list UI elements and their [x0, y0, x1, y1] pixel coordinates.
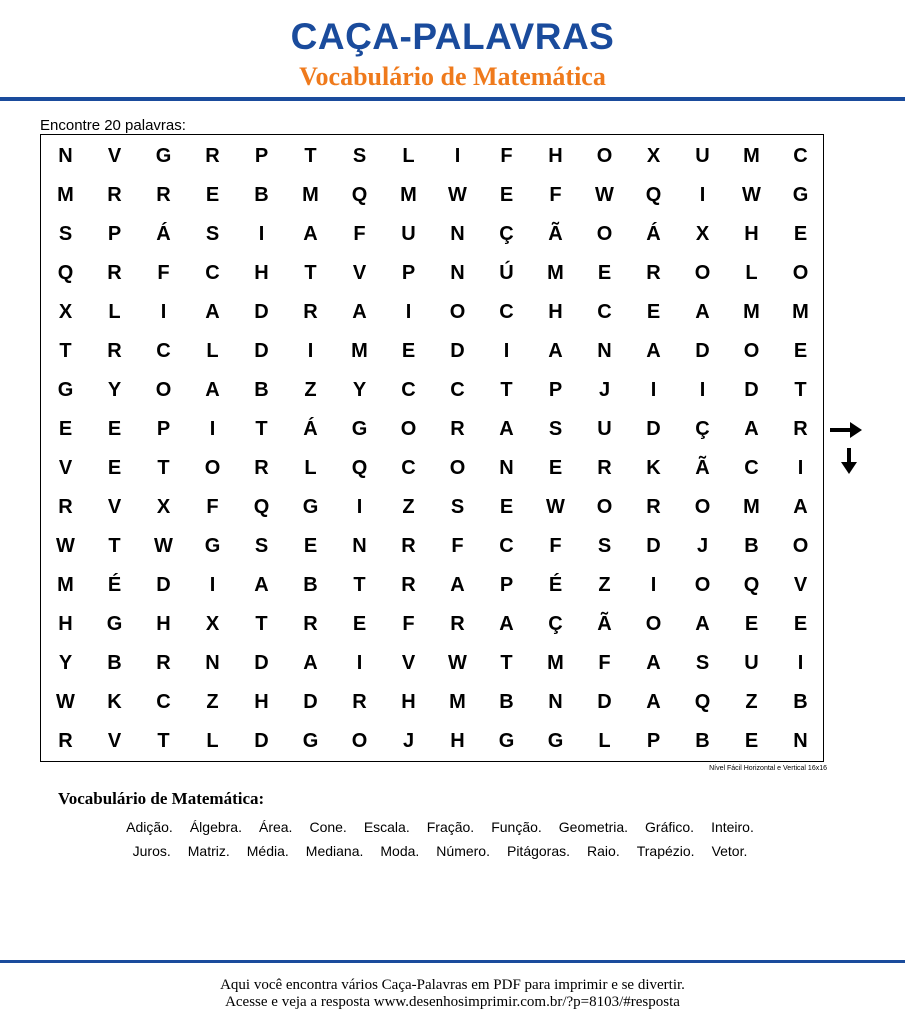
grid-letter: P	[401, 262, 416, 284]
grid-letter: R	[597, 457, 612, 479]
grid-letter: R	[58, 730, 73, 752]
word-item: Raio.	[587, 843, 620, 859]
grid-letter: U	[597, 418, 612, 440]
grid-letter: T	[255, 613, 268, 635]
grid-letter: N	[548, 691, 563, 713]
grid-letter: E	[205, 184, 220, 206]
grid-letter: I	[307, 340, 314, 362]
grid-letter: T	[157, 730, 170, 752]
grid-letter: T	[59, 340, 72, 362]
word-item: Média.	[246, 843, 289, 859]
footer-text: Aqui você encontra vários Caça-Palavras em PDF para imprimir e se divertir.	[220, 977, 685, 993]
grid-letter: O	[596, 145, 613, 167]
grid-letter: D	[450, 340, 465, 362]
grid-letter: C	[450, 379, 465, 401]
grid-letter: E	[646, 301, 661, 323]
grid-letter: G	[498, 730, 515, 752]
grid-letter: E	[303, 535, 318, 557]
grid-letter: F	[206, 496, 219, 518]
grid-letter: A	[548, 340, 563, 362]
grid-letter: X	[695, 223, 710, 245]
grid-letter: A	[499, 418, 514, 440]
grid-letter: A	[450, 574, 465, 596]
grid-letter: R	[352, 691, 367, 713]
grid-letter: T	[500, 379, 513, 401]
grid-letter: N	[58, 145, 73, 167]
grid-letter: V	[401, 652, 416, 674]
grid-letter: R	[205, 145, 220, 167]
grid-letter: R	[303, 301, 318, 323]
grid-letter: I	[356, 652, 363, 674]
grid-letter: A	[205, 379, 220, 401]
grid-letter: V	[352, 262, 367, 284]
grid-letter: R	[303, 613, 318, 635]
grid-letter: G	[106, 613, 123, 635]
grid-letter: Á	[303, 418, 318, 440]
grid-letter: T	[304, 145, 317, 167]
grid-letter: R	[107, 184, 122, 206]
word-search-grid	[40, 134, 824, 762]
grid-letter: P	[254, 145, 269, 167]
grid-letter: O	[694, 262, 711, 284]
grid-letter: U	[744, 652, 759, 674]
grid-letter: E	[793, 613, 808, 635]
grid-letter: H	[548, 301, 563, 323]
grid-letter: L	[206, 730, 219, 752]
grid-letter: É	[107, 574, 122, 596]
grid-letter: O	[743, 340, 760, 362]
grid-letter: I	[454, 145, 461, 167]
grid-letter: E	[352, 613, 367, 635]
grid-letter: I	[650, 379, 657, 401]
grid-letter: J	[598, 379, 611, 401]
grid-letter: O	[792, 535, 809, 557]
word-item: Inteiro.	[711, 819, 754, 835]
word-item: Pitágoras.	[506, 843, 571, 859]
grid-letter: V	[793, 574, 808, 596]
grid-letter: I	[356, 496, 363, 518]
grid-letter: N	[499, 457, 514, 479]
level-label: Nível Fácil Horizontal e Vertical 16x16	[709, 765, 827, 772]
grid-letter: R	[793, 418, 808, 440]
grid-letter: C	[156, 340, 171, 362]
word-item: Vetor.	[711, 843, 748, 859]
grid-letter: U	[695, 145, 710, 167]
grid-letter: I	[209, 574, 216, 596]
grid-letter: N	[597, 340, 612, 362]
grid-letter: Q	[351, 184, 368, 206]
grid-letter: B	[254, 379, 269, 401]
grid-letter: I	[797, 652, 804, 674]
grid-letter: C	[744, 457, 759, 479]
grid-letter: I	[160, 301, 167, 323]
grid-letter: R	[450, 613, 465, 635]
grid-letter: A	[205, 301, 220, 323]
grid-letter: H	[450, 730, 465, 752]
grid-letter: S	[254, 535, 269, 557]
grid-letter: R	[156, 652, 171, 674]
grid-letter: Q	[351, 457, 368, 479]
grid-letter: I	[209, 418, 216, 440]
grid-letter: G	[155, 145, 172, 167]
grid-letter: N	[205, 652, 220, 674]
word-item: Geometria.	[558, 819, 629, 835]
arrow-down-icon	[839, 447, 859, 475]
grid-letter: Z	[304, 379, 317, 401]
grid-letter: Ã	[597, 613, 612, 635]
grid-letter: T	[353, 574, 366, 596]
word-item: Juros.	[132, 843, 171, 859]
top-divider	[0, 97, 905, 101]
grid-letter: R	[58, 496, 73, 518]
grid-letter: G	[302, 730, 319, 752]
grid-letter: Q	[694, 691, 711, 713]
grid-letter: I	[699, 379, 706, 401]
grid-letter: M	[351, 340, 368, 362]
grid-letter: F	[451, 535, 464, 557]
page-subtitle: Vocabulário de Matemática	[299, 62, 606, 91]
grid-letter: M	[57, 574, 74, 596]
grid-letter: Z	[206, 691, 219, 713]
grid-letter: A	[744, 418, 759, 440]
grid-letter: D	[646, 535, 661, 557]
grid-letter: F	[549, 535, 562, 557]
grid-letter: I	[258, 223, 265, 245]
grid-letter: S	[205, 223, 220, 245]
grid-letter: W	[448, 652, 467, 674]
grid-letter: E	[744, 613, 759, 635]
grid-letter: E	[793, 223, 808, 245]
grid-letter: I	[699, 184, 706, 206]
grid-letter: H	[401, 691, 416, 713]
grid-letter: H	[548, 145, 563, 167]
grid-letter: M	[57, 184, 74, 206]
word-item: Adição.	[126, 819, 173, 835]
grid-letter: D	[254, 652, 269, 674]
grid-letter: I	[503, 340, 510, 362]
word-list-row-2	[40, 844, 840, 858]
grid-letter: R	[401, 535, 416, 557]
grid-letter: Á	[156, 223, 171, 245]
grid-letter: T	[157, 457, 170, 479]
grid-letter: R	[156, 184, 171, 206]
grid-letter: J	[402, 730, 415, 752]
grid-letter: F	[353, 223, 366, 245]
grid-letter: P	[156, 418, 171, 440]
grid-letter: I	[797, 457, 804, 479]
grid-letter: C	[793, 145, 808, 167]
page-title: CAÇA-PALAVRAS	[290, 16, 615, 57]
grid-letter: B	[499, 691, 514, 713]
word-item: Mediana.	[305, 843, 364, 859]
grid-letter: Q	[645, 184, 662, 206]
grid-letter: R	[450, 418, 465, 440]
grid-letter: D	[254, 730, 269, 752]
grid-letter: L	[402, 145, 415, 167]
grid-letter: W	[448, 184, 467, 206]
grid-letter: O	[449, 457, 466, 479]
grid-letter: O	[155, 379, 172, 401]
grid-letter: B	[107, 652, 122, 674]
grid-letter: D	[597, 691, 612, 713]
word-item: Moda.	[380, 843, 420, 859]
grid-letter: G	[302, 496, 319, 518]
grid-letter: T	[794, 379, 807, 401]
word-item: Álgebra.	[189, 819, 242, 835]
grid-letter: C	[401, 379, 416, 401]
grid-letter: J	[696, 535, 709, 557]
grid-letter: Q	[253, 496, 270, 518]
grid-letter: L	[304, 457, 317, 479]
grid-letter: B	[303, 574, 318, 596]
grid-letter: V	[107, 145, 122, 167]
grid-letter: Q	[743, 574, 760, 596]
word-item: Trapézio.	[636, 843, 695, 859]
grid-letter: O	[694, 574, 711, 596]
grid-letter: B	[793, 691, 808, 713]
grid-letter: Z	[745, 691, 758, 713]
grid-letter: O	[645, 613, 662, 635]
grid-letter: N	[450, 262, 465, 284]
grid-letter: M	[743, 301, 760, 323]
grid-letter: A	[303, 223, 318, 245]
grid-letter: M	[400, 184, 417, 206]
grid-letter: C	[401, 457, 416, 479]
grid-letter: E	[401, 340, 416, 362]
grid-letter: R	[254, 457, 269, 479]
grid-letter: H	[744, 223, 759, 245]
grid-letter: G	[792, 184, 809, 206]
grid-letter: A	[695, 613, 710, 635]
grid-letter: É	[548, 574, 563, 596]
grid-letter: L	[108, 301, 121, 323]
grid-letter: T	[255, 418, 268, 440]
grid-letter: D	[695, 340, 710, 362]
grid-letter: P	[548, 379, 563, 401]
grid-letter: O	[792, 262, 809, 284]
grid-letter: D	[303, 691, 318, 713]
grid-letter: A	[499, 613, 514, 635]
grid-letter: E	[58, 418, 73, 440]
grid-letter: G	[204, 535, 221, 557]
grid-letter: L	[206, 340, 219, 362]
grid-letter: L	[598, 730, 611, 752]
grid-letter: F	[157, 262, 170, 284]
grid-letter: B	[744, 535, 759, 557]
grid-letter: C	[597, 301, 612, 323]
grid-letter: N	[450, 223, 465, 245]
grid-letter: F	[402, 613, 415, 635]
grid-letter: Ã	[695, 457, 710, 479]
grid-letter: Ç	[548, 613, 563, 635]
grid-letter: A	[352, 301, 367, 323]
grid-letter: C	[499, 301, 514, 323]
word-item: Função.	[491, 819, 542, 835]
grid-letter: T	[108, 535, 121, 557]
grid-letter: R	[646, 496, 661, 518]
grid-letter: F	[500, 145, 513, 167]
grid-letter: V	[58, 457, 73, 479]
grid-letter: P	[499, 574, 514, 596]
grid-letter: W	[56, 691, 75, 713]
grid-letter: Ã	[548, 223, 563, 245]
grid-letter: E	[597, 262, 612, 284]
word-item: Matriz.	[187, 843, 230, 859]
word-item: Fração.	[426, 819, 475, 835]
grid-letter: E	[548, 457, 563, 479]
grid-letter: Á	[646, 223, 661, 245]
grid-letter: Z	[402, 496, 415, 518]
grid-letter: D	[254, 340, 269, 362]
grid-letter: R	[107, 262, 122, 284]
grid-letter: M	[547, 262, 564, 284]
grid-letter: E	[744, 730, 759, 752]
grid-letter: T	[500, 652, 513, 674]
grid-letter: A	[646, 340, 661, 362]
grid-letter: H	[254, 262, 269, 284]
grid-letter: D	[744, 379, 759, 401]
grid-letter: S	[597, 535, 612, 557]
grid-letter: B	[254, 184, 269, 206]
grid-letter: W	[154, 535, 173, 557]
grid-letter: E	[499, 496, 514, 518]
word-item: Número.	[436, 843, 490, 859]
grid-letter: O	[694, 496, 711, 518]
grid-letter: W	[742, 184, 761, 206]
grid-letter: X	[156, 496, 171, 518]
grid-letter: Q	[57, 262, 74, 284]
grid-letter: P	[646, 730, 661, 752]
grid-letter: H	[58, 613, 73, 635]
grid-letter: G	[351, 418, 368, 440]
grid-letter: M	[449, 691, 466, 713]
grid-letter: A	[646, 652, 661, 674]
grid-letter: Y	[107, 379, 122, 401]
grid-letter: X	[646, 145, 661, 167]
grid-letter: S	[695, 652, 710, 674]
grid-letter: O	[351, 730, 368, 752]
grid-letter: F	[598, 652, 611, 674]
word-item: Escala.	[363, 819, 410, 835]
grid-letter: C	[156, 691, 171, 713]
grid-letter: A	[793, 496, 808, 518]
grid-letter: O	[204, 457, 221, 479]
grid-letter: E	[499, 184, 514, 206]
grid-letter: P	[107, 223, 122, 245]
grid-letter: K	[107, 691, 122, 713]
grid-letter: S	[450, 496, 465, 518]
grid-letter: W	[56, 535, 75, 557]
grid-letter: F	[549, 184, 562, 206]
arrow-right-icon	[828, 420, 864, 440]
grid-letter: W	[546, 496, 565, 518]
grid-letter: A	[695, 301, 710, 323]
grid-letter: D	[646, 418, 661, 440]
grid-letter: O	[596, 223, 613, 245]
grid-letter: C	[499, 535, 514, 557]
grid-letter: A	[254, 574, 269, 596]
grid-letter: I	[405, 301, 412, 323]
grid-letter: A	[303, 652, 318, 674]
grid-letter: Ú	[499, 262, 514, 284]
grid-letter: Ç	[695, 418, 710, 440]
grid-letter: R	[646, 262, 661, 284]
grid-letter: M	[792, 301, 809, 323]
instruction-text: Encontre 20 palavras:	[40, 117, 186, 134]
word-list-row-1	[40, 820, 840, 834]
grid-letter: H	[156, 613, 171, 635]
grid-letter: U	[401, 223, 416, 245]
grid-letter: S	[352, 145, 367, 167]
grid-letter: D	[156, 574, 171, 596]
grid-letter: W	[595, 184, 614, 206]
grid-letter: V	[107, 730, 122, 752]
grid-letter: M	[547, 652, 564, 674]
grid-letter: K	[646, 457, 661, 479]
grid-letter: R	[401, 574, 416, 596]
grid-letter: S	[548, 418, 563, 440]
grid-letter: N	[352, 535, 367, 557]
grid-letter: V	[107, 496, 122, 518]
word-item: Área.	[258, 819, 293, 835]
grid-letter: A	[646, 691, 661, 713]
grid-letter: E	[107, 457, 122, 479]
grid-letter: O	[400, 418, 417, 440]
grid-letter: Ç	[499, 223, 514, 245]
grid-letter: E	[793, 340, 808, 362]
grid-letter: I	[650, 574, 657, 596]
grid-letter: Y	[352, 379, 367, 401]
grid-letter: M	[302, 184, 319, 206]
grid-letter: N	[793, 730, 808, 752]
vocabulary-title: Vocabulário de Matemática:	[58, 789, 265, 808]
grid-letter: R	[107, 340, 122, 362]
grid-letter: H	[254, 691, 269, 713]
grid-letter: O	[449, 301, 466, 323]
grid-letter: S	[58, 223, 73, 245]
bottom-divider	[0, 960, 905, 963]
footer-link-text: Acesse e veja a resposta www.desenhosimprimir.com.br/?p=8103/#resposta	[225, 994, 680, 1010]
grid-letter: M	[743, 496, 760, 518]
word-item: Cone.	[309, 819, 347, 835]
grid-letter: T	[304, 262, 317, 284]
grid-letter: X	[205, 613, 220, 635]
grid-letter: B	[695, 730, 710, 752]
grid-letter: Z	[598, 574, 611, 596]
word-item: Gráfico.	[645, 819, 695, 835]
grid-letter: G	[547, 730, 564, 752]
grid-letter: Y	[58, 652, 73, 674]
grid-letter: E	[107, 418, 122, 440]
grid-letter: L	[745, 262, 758, 284]
grid-letter: D	[254, 301, 269, 323]
grid-letter: G	[57, 379, 74, 401]
grid-letter: M	[743, 145, 760, 167]
grid-letter: O	[596, 496, 613, 518]
grid-letter: C	[205, 262, 220, 284]
grid-letter: X	[58, 301, 73, 323]
